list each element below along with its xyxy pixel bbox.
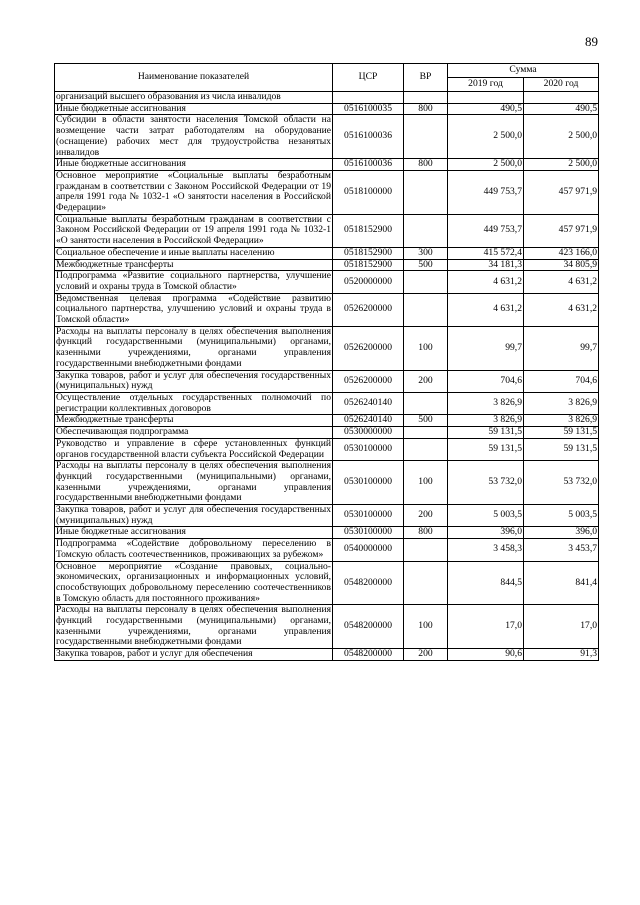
row-sum-2020: 396,0 <box>524 527 599 539</box>
row-sum-2020: 3 826,9 <box>524 415 599 427</box>
row-sum-2019: 3 826,9 <box>448 415 524 427</box>
row-vr: 500 <box>404 415 448 427</box>
row-vr: 200 <box>404 505 448 527</box>
row-vr <box>404 293 448 326</box>
row-vr: 300 <box>404 247 448 259</box>
row-sum-2019: 99,7 <box>448 326 524 370</box>
row-sum-2019: 2 500,0 <box>448 115 524 159</box>
row-name: Межбюджетные трансферты <box>55 415 333 427</box>
table-row <box>55 259 599 271</box>
row-sum-2020: 4 631,2 <box>524 293 599 326</box>
table-row <box>55 159 599 171</box>
header-vr: ВР <box>404 64 448 92</box>
row-csr: 0530100000 <box>333 505 404 527</box>
row-csr: 0530100000 <box>333 461 404 505</box>
row-name: Расходы на выплаты персоналу в целях обеспечения выполнения функций государственными (муниципальными) органами, казенными учреждениями, органами управления государственными внебюджетными фондами <box>56 460 331 504</box>
row-vr: 200 <box>404 649 448 661</box>
row-name: Основное мероприятие «Создание правовых, социально-экономических, организационных и информационных условий, способствующих добровольному переселению соотечественников в Томскую область для постоянного проживания» <box>56 560 331 604</box>
row-sum-2020: 99,7 <box>524 326 599 370</box>
row-sum-2019: 2 500,0 <box>448 159 524 171</box>
row-sum-2020: 841,4 <box>524 561 599 605</box>
row-sum-2019 <box>448 92 524 104</box>
row-sum-2020: 2 500,0 <box>524 115 599 159</box>
row-csr: 0540000000 <box>333 539 404 561</box>
row-sum-2019: 90,6 <box>448 649 524 661</box>
row-sum-2019: 4 631,2 <box>448 293 524 326</box>
row-vr <box>404 271 448 293</box>
row-sum-2019: 704,6 <box>448 370 524 392</box>
row-vr <box>404 427 448 439</box>
row-name: Руководство и управление в сфере установленных функций органов государственной власти субъекта Российской Федерации <box>56 437 331 460</box>
row-vr <box>404 392 448 414</box>
row-name: Осуществление отдельных государственных полномочий по регистрации коллективных договоров <box>56 391 331 414</box>
table-row <box>55 605 599 649</box>
row-sum-2020: 4 631,2 <box>524 271 599 293</box>
header-year-2019: 2019 год <box>448 78 524 92</box>
table-row <box>55 427 599 439</box>
row-sum-2020: 91,3 <box>524 649 599 661</box>
row-sum-2020: 59 131,5 <box>524 427 599 439</box>
row-csr: 0520000000 <box>333 271 404 293</box>
row-sum-2019: 59 131,5 <box>448 427 524 439</box>
header-sum: Сумма <box>448 64 599 78</box>
budget-table <box>54 63 599 661</box>
row-csr: 0526240140 <box>333 392 404 414</box>
row-name: Подпрограмма «Содействие добровольному переселению в Томскую область соотечественников, проживающих за рубежом» <box>56 538 331 560</box>
table-row <box>55 214 599 247</box>
row-name: Субсидии в области занятости населения Томской области на возмещение части затрат работодателям на оборудование (оснащение) рабочих мест для трудоустройства незанятых инвалидов <box>56 114 331 158</box>
row-sum-2019: 415 572,4 <box>448 247 524 259</box>
row-csr: 0526200000 <box>333 293 404 326</box>
row-vr: 800 <box>404 527 448 539</box>
row-vr <box>404 539 448 561</box>
row-sum-2019: 17,0 <box>448 605 524 649</box>
table-row <box>55 505 599 527</box>
row-name: Межбюджетные трансферты <box>55 259 333 271</box>
row-sum-2020: 3 453,7 <box>524 539 599 561</box>
row-name: Расходы на выплаты персоналу в целях обеспечения выполнения функций государственными (муниципальными) органами, казенными учреждениями, органами управления государственными внебюджетными фондами <box>56 325 331 369</box>
row-name: организаций высшего образования из числа инвалидов <box>55 92 333 104</box>
row-name: Расходы на выплаты персоналу в целях обеспечения выполнения функций государственными (муниципальными) органами, казенными учреждениями, органами управления государственными внебюджетными фондами <box>56 604 331 648</box>
row-csr <box>333 92 404 104</box>
table-row <box>55 115 599 159</box>
row-sum-2020: 59 131,5 <box>524 438 599 460</box>
row-csr: 0530100000 <box>333 438 404 460</box>
header-csr: ЦСР <box>333 64 404 92</box>
table-row <box>55 415 599 427</box>
row-csr: 0518100000 <box>333 170 404 214</box>
row-name: Обеспечивающая подпрограмма <box>55 427 333 439</box>
row-csr: 0530000000 <box>333 427 404 439</box>
table-row <box>55 370 599 392</box>
table-row <box>55 561 599 605</box>
row-sum-2020: 423 166,0 <box>524 247 599 259</box>
row-name: Основное мероприятие «Социальные выплаты безработным гражданам в соответствии с Законом Российской Федерации от 19 апреля 1991 года № 1032-1 «О занятости населения в Российской Федерации» <box>56 169 331 214</box>
row-sum-2019: 34 181,3 <box>448 259 524 271</box>
row-sum-2020: 5 003,5 <box>524 505 599 527</box>
row-csr: 0516100035 <box>333 103 404 115</box>
row-sum-2019: 5 003,5 <box>448 505 524 527</box>
row-sum-2020: 34 805,9 <box>524 259 599 271</box>
row-sum-2019: 396,0 <box>448 527 524 539</box>
row-csr: 0548200000 <box>333 649 404 661</box>
row-name: Иные бюджетные ассигнования <box>55 103 333 115</box>
table-row <box>55 293 599 326</box>
table-row <box>55 103 599 115</box>
row-sum-2019: 4 631,2 <box>448 271 524 293</box>
row-vr: 500 <box>404 259 448 271</box>
table-row <box>55 392 599 414</box>
row-csr: 0518152900 <box>333 214 404 247</box>
row-sum-2020: 17,0 <box>524 605 599 649</box>
row-sum-2019: 3 458,3 <box>448 539 524 561</box>
row-vr <box>404 214 448 247</box>
header-name: Наименование показателей <box>55 64 333 92</box>
row-csr: 0518152900 <box>333 247 404 259</box>
row-sum-2020: 2 500,0 <box>524 159 599 171</box>
row-sum-2019: 53 732,0 <box>448 461 524 505</box>
row-name: Закупка товаров, работ и услуг для обеспечения государственных (муниципальных) нужд <box>56 369 331 392</box>
row-sum-2020: 53 732,0 <box>524 461 599 505</box>
row-sum-2020: 704,6 <box>524 370 599 392</box>
row-name: Иные бюджетные ассигнования <box>55 159 333 171</box>
row-name: Закупка товаров, работ и услуг для обеспечения государственных (муниципальных) нужд <box>56 504 331 526</box>
table-row <box>55 461 599 505</box>
row-sum-2019: 449 753,7 <box>448 170 524 214</box>
row-sum-2019: 449 753,7 <box>448 214 524 247</box>
row-vr: 100 <box>404 461 448 505</box>
row-csr: 0530100000 <box>333 527 404 539</box>
row-sum-2020 <box>524 92 599 104</box>
row-csr: 0516100036 <box>333 115 404 159</box>
row-name: Подпрограмма «Развитие социального партнерства, улучшение условий и охраны труда в Томской области» <box>56 270 331 292</box>
row-vr <box>404 170 448 214</box>
table-row <box>55 539 599 561</box>
row-sum-2020: 490,5 <box>524 103 599 115</box>
row-vr <box>404 438 448 460</box>
row-vr <box>404 561 448 605</box>
row-name: Иные бюджетные ассигнования <box>55 527 333 539</box>
row-sum-2019: 490,5 <box>448 103 524 115</box>
header-year-2020: 2020 год <box>524 78 599 92</box>
table-row <box>55 438 599 460</box>
row-vr: 100 <box>404 605 448 649</box>
row-vr: 800 <box>404 103 448 115</box>
row-name: Социальное обеспечение и иные выплаты населению <box>55 247 333 259</box>
row-vr: 800 <box>404 159 448 171</box>
row-vr <box>404 115 448 159</box>
row-sum-2019: 3 826,9 <box>448 392 524 414</box>
table-body <box>55 92 599 661</box>
row-name: Социальные выплаты безработным гражданам в соответствии с Законом Российской Федерации от 19 апреля 1991 года № 1032-1 «О занятости населения в Российской Федерации» <box>56 213 331 247</box>
row-vr: 200 <box>404 370 448 392</box>
row-sum-2020: 457 971,9 <box>524 170 599 214</box>
table-row <box>55 649 599 661</box>
table-row <box>55 170 599 214</box>
row-vr: 100 <box>404 326 448 370</box>
table-row <box>55 247 599 259</box>
row-csr: 0526240140 <box>333 415 404 427</box>
row-csr: 0548200000 <box>333 605 404 649</box>
row-sum-2019: 844,5 <box>448 561 524 605</box>
page-number: 89 <box>585 34 598 49</box>
row-name: Закупка товаров, работ и услуг для обеспечения <box>55 649 333 661</box>
row-csr: 0548200000 <box>333 561 404 605</box>
row-csr: 0516100036 <box>333 159 404 171</box>
row-csr: 0526200000 <box>333 326 404 370</box>
table-row <box>55 92 599 104</box>
row-csr: 0526200000 <box>333 370 404 392</box>
row-sum-2020: 457 971,9 <box>524 214 599 247</box>
table-row <box>55 527 599 539</box>
table-row <box>55 271 599 293</box>
table-row <box>55 326 599 370</box>
row-name: Ведомственная целевая программа «Содействие развитию социального партнерства, улучшению условий и охраны труда в Томской области» <box>56 292 331 326</box>
row-vr <box>404 92 448 104</box>
row-sum-2020: 3 826,9 <box>524 392 599 414</box>
row-sum-2019: 59 131,5 <box>448 438 524 460</box>
row-csr: 0518152900 <box>333 259 404 271</box>
